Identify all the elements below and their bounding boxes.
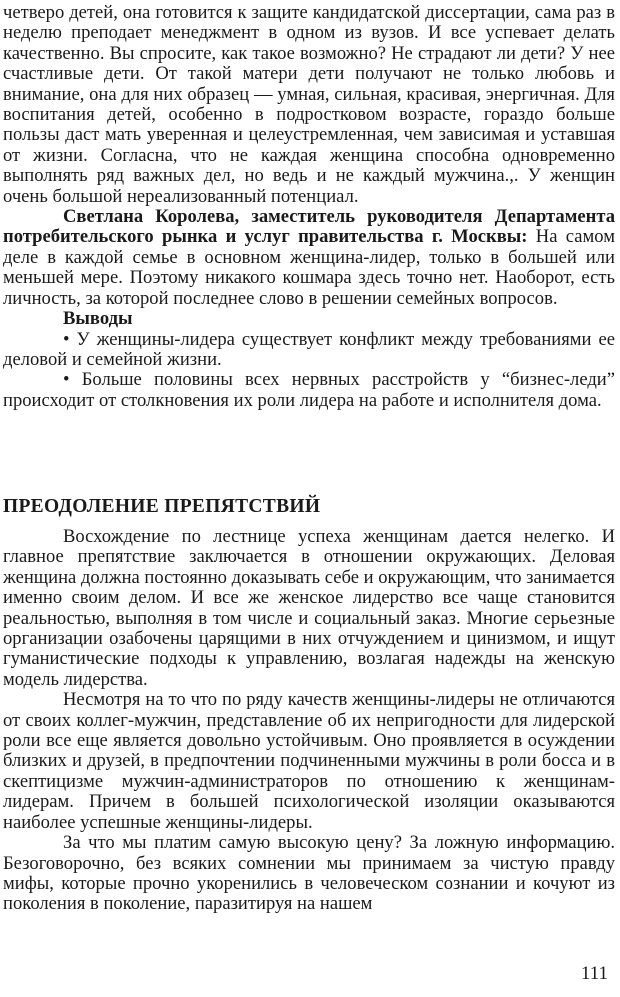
speaker-attribution: Светлана Королева, заместитель руководителя Департамента потребительского рынка и услуг правительства г. Москвы: (3, 206, 615, 248)
section-text-block (3, 527, 615, 915)
page-number: 111 (580, 963, 608, 984)
conclusion-bullet-2: • Больше половины всех нервных расстройств у “бизнес-леди” происходит от столкновения их роли лидера на работе и исполнителя дома. (3, 369, 615, 411)
section-paragraph-2: Несмотря на то что по ряду качеств женщины-лидеры не отличаются от своих коллег-мужчин, представление об их непригодности для лидерской роли все еще является довольно устойчивым. Оно проявляется в осуждении близких и друзей, в предпочтении подчиненными мужчины в роли босса и в скептицизме мужчин-администраторов по отношению к женщинам-лидерам. Причем в большей психологической изоляции оказываются наиболее успешные женщины-лидеры. (3, 689, 615, 833)
section-heading: ПРЕОДОЛЕНИЕ ПРЕПЯТСТВИЙ (3, 496, 321, 517)
quote-text: На самом деле в каждой семье в основном женщина-лидер, только в большей или меньшей мере. Поэтому никакого кошмара здесь точно нет. Наоборот, есть личность, за которой последнее слово в решении семейных вопросов. (3, 226, 615, 309)
section-paragraph-1: Восхождение по лестнице успеха женщинам дается нелегко. И главное препятствие заключается в отношении окружающих. Деловая женщина должна постоянно доказывать себе и окружающим, что занимается именно своим делом. И все же женское лидерство все чаще становится реальностью, выполняя в том числе и социальный заказ. Многие серьезные организации озабочены царящими в них отчуждением и цинизмом, и ищут гуманистические подходы к управлению, возлагая надежды на женскую модель лидерства. (3, 526, 615, 690)
section-paragraph-3: За что мы платим самую высокую цену? За ложную информацию. Безоговорочно, без всяких сомнении мы принимаем за чистую правду мифы, которые прочно укоренились в человеческом сознании и кочуют из поколения в поколение, паразитируя на нашем (3, 832, 615, 915)
conclusion-bullet-1: • У женщины-лидера существует конфликт между требованиями ее деловой и семейной жизни. (3, 328, 615, 370)
quote-paragraph (3, 207, 615, 309)
conclusions-title: Выводы (63, 308, 133, 330)
top-text-block (3, 3, 615, 411)
continued-paragraph: четверо детей, она готовится к защите кандидатской диссертации, сама раз в неделю преподает менеджмент в одном из вузов. И все успевает делать качественно. Вы спросите, как такое возможно? Не страдают ли дети? У нее счастливые дети. От такой матери дети получают не только любовь и внимание, она для них образец — умная, сильная, красивая, энергичная. Для воспитания детей, особенно в подростковом возрасте, гораздо больше пользы даст мать уверенная и целеустремленная, чем зависимая и уставшая от жизни. Согласна, что не каждая женщина способна одновременно выполнять ряд важных дел, но ведь и не каждый мужчина.,. У женщин очень большой нереализованный потенциал. (3, 2, 615, 207)
